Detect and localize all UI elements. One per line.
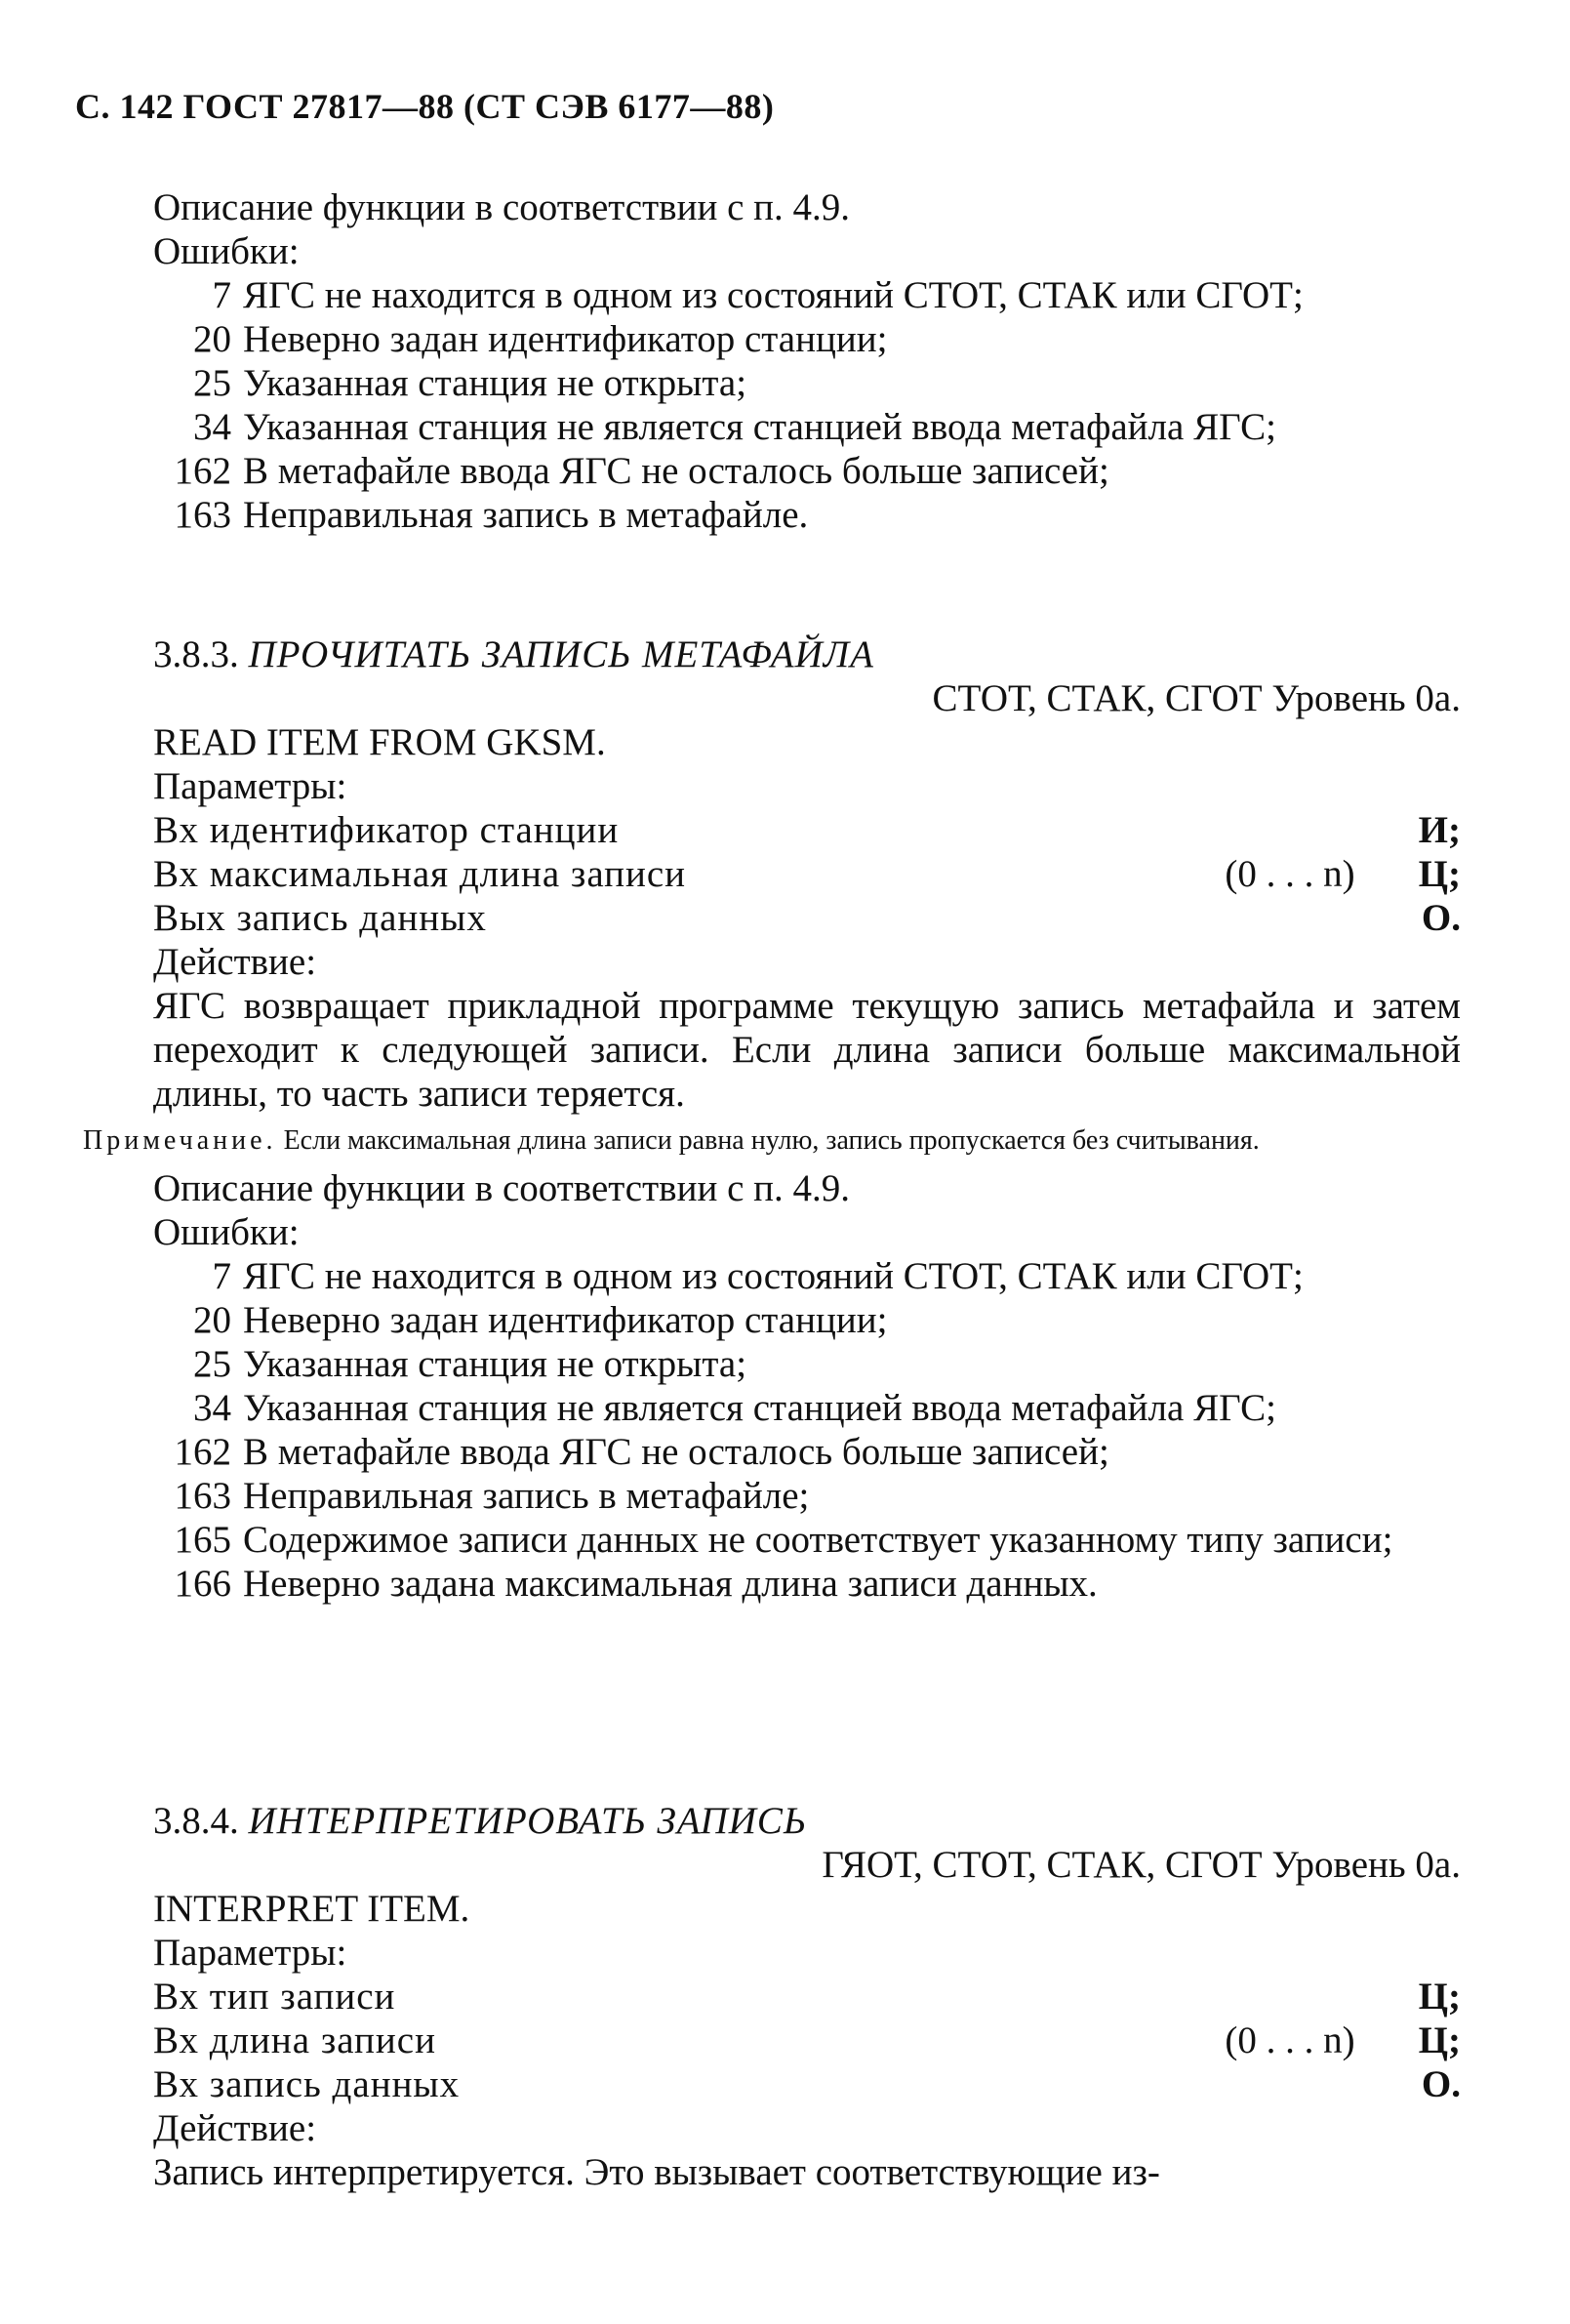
errors-label: Ошибки:: [153, 230, 300, 272]
param-row: [153, 2018, 1461, 2062]
param-row: [153, 852, 1461, 896]
error-item: [153, 493, 1461, 537]
param-name: Вх запись данных: [153, 2063, 461, 2105]
param-row: [153, 808, 1461, 852]
error-code: 163: [174, 1475, 231, 1517]
error-text: Неверно задан идентификатор станции;: [243, 1299, 888, 1341]
section-heading: [153, 632, 1461, 676]
error-text: Неверно задана максимальная длина записи данных.: [243, 1563, 1098, 1605]
param-name: Вх идентификатор станции: [153, 809, 620, 851]
error-code: 34: [193, 1387, 231, 1429]
error-item: [153, 1342, 1461, 1386]
error-code: 162: [174, 450, 231, 492]
error-item: [153, 449, 1461, 493]
param-type: О.: [1421, 897, 1461, 939]
param-name: Вх длина записи: [153, 2019, 436, 2061]
page-header: С. 142 ГОСТ 27817—88 (СТ СЭВ 6177—88): [75, 87, 775, 126]
param-range: (0 . . . n): [1225, 2019, 1355, 2061]
error-text: Неправильная запись в метафайле;: [243, 1475, 810, 1517]
error-item: [153, 1430, 1461, 1474]
param-name: Вх тип записи: [153, 1976, 396, 2018]
param-type: Ц;: [1418, 2019, 1461, 2061]
section-3-8-3: [83, 632, 1461, 1606]
error-code: 25: [193, 1343, 231, 1385]
action-text: Запись интерпретируется. Это вызывает соответствующие из-: [153, 2151, 1160, 2193]
note: [83, 1125, 1461, 1157]
param-range: (0 . . . n): [1225, 853, 1355, 895]
section-prev-function: [153, 185, 1461, 537]
action-label: Действие:: [153, 941, 317, 983]
section-3-8-4: [153, 1799, 1461, 2194]
function-description: Описание функции в соответствии с п. 4.9.: [153, 186, 850, 228]
param-type: И;: [1418, 809, 1461, 851]
error-code: 162: [174, 1431, 231, 1473]
english-name: INTERPRET ITEM.: [153, 1888, 470, 1930]
error-item: [153, 1254, 1461, 1298]
error-item: [153, 273, 1461, 317]
error-item: [153, 1518, 1461, 1562]
error-code: 20: [193, 1299, 231, 1341]
error-item: [153, 317, 1461, 361]
params-label: Параметры:: [153, 765, 347, 807]
section-states: ГЯОТ, СТОТ, СТАК, СГОТ Уровень 0а.: [822, 1844, 1461, 1886]
errors-label: Ошибки:: [153, 1211, 300, 1253]
section-title: ПРОЧИТАТЬ ЗАПИСЬ МЕТАФАЙЛА: [248, 633, 874, 675]
error-item: [153, 1562, 1461, 1606]
error-item: [153, 361, 1461, 405]
error-item: [153, 1298, 1461, 1342]
error-code: 7: [212, 274, 231, 316]
param-type: О.: [1421, 2063, 1461, 2105]
error-code: 34: [193, 406, 231, 448]
error-text: Указанная станция не открыта;: [243, 362, 747, 404]
note-text: Если максимальная длина записи равна нулю, запись пропускается без считывания.: [283, 1125, 1260, 1156]
error-code: 166: [174, 1563, 231, 1605]
action-text: ЯГС возвращает прикладной программе текущую запись метафайла и затем переходит к следующей записи. Если длина записи больше максимальной длины, то часть записи теряется.: [153, 985, 1461, 1115]
error-text: Указанная станция не является станцией ввода метафайла ЯГС;: [243, 406, 1276, 448]
section-states: СТОТ, СТАК, СГОТ Уровень 0а.: [932, 677, 1461, 719]
function-description: Описание функции в соответствии с п. 4.9.: [153, 1167, 850, 1209]
param-row: [153, 896, 1461, 940]
error-text: Указанная станция не является станцией ввода метафайла ЯГС;: [243, 1387, 1276, 1429]
section-number: 3.8.3.: [153, 633, 239, 675]
action-label: Действие:: [153, 2107, 317, 2149]
error-code: 25: [193, 362, 231, 404]
error-item: [153, 1474, 1461, 1518]
param-type: Ц;: [1418, 1976, 1461, 2018]
param-name: Вх максимальная длина записи: [153, 853, 687, 895]
error-text: В метафайле ввода ЯГС не осталось больше записей;: [243, 450, 1109, 492]
error-text: Содержимое записи данных не соответствует указанному типу записи;: [243, 1519, 1393, 1561]
params-label: Параметры:: [153, 1932, 347, 1974]
error-text: Неверно задан идентификатор станции;: [243, 318, 888, 360]
param-type: Ц;: [1418, 853, 1461, 895]
error-code: 165: [174, 1519, 231, 1561]
english-name: READ ITEM FROM GKSM.: [153, 721, 606, 763]
error-code: 20: [193, 318, 231, 360]
section-title: ИНТЕРПРЕТИРОВАТЬ ЗАПИСЬ: [248, 1800, 807, 1842]
error-text: ЯГС не находится в одном из состояний СТОТ, СТАК или СГОТ;: [243, 274, 1304, 316]
section-heading: [153, 1799, 1461, 1843]
error-item: [153, 1386, 1461, 1430]
section-number: 3.8.4.: [153, 1800, 239, 1842]
error-code: 163: [174, 494, 231, 536]
param-name: Вых запись данных: [153, 897, 487, 939]
param-row: [153, 1975, 1461, 2018]
param-row: [153, 2062, 1461, 2106]
error-code: 7: [212, 1255, 231, 1297]
error-text: Указанная станция не открыта;: [243, 1343, 747, 1385]
error-text: Неправильная запись в метафайле.: [243, 494, 809, 536]
error-item: [153, 405, 1461, 449]
error-text: ЯГС не находится в одном из состояний СТОТ, СТАК или СГОТ;: [243, 1255, 1304, 1297]
note-label: Примечание.: [83, 1125, 277, 1156]
error-text: В метафайле ввода ЯГС не осталось больше записей;: [243, 1431, 1109, 1473]
